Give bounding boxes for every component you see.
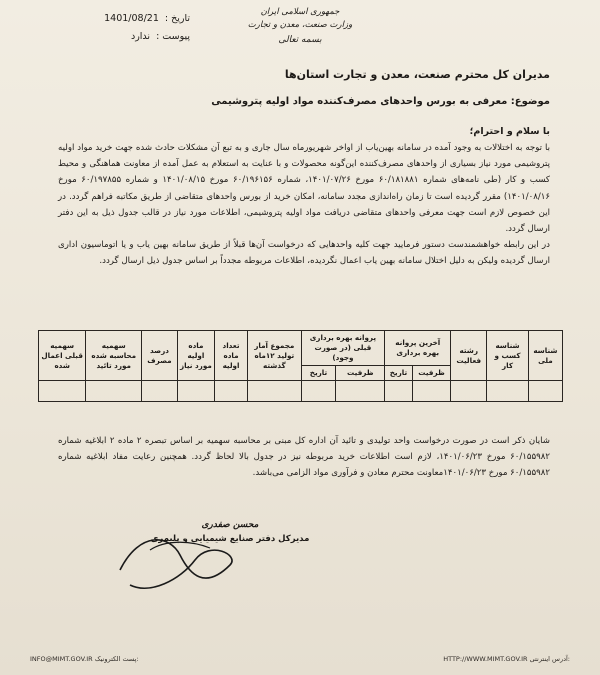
letter-meta — [30, 10, 190, 46]
body-paragraph-2: در این رابطه خواهشمندست دستور فرمایید جهت کلیه واحدهایی که درخواست آن‌ها قبلاً از طریق سامانه بهین یاب و یا اتوماسیون اداری ارسال گردیده ولیکن به دلیل اختلال سامانه بهین یاب اعمال نگردیده، اطلاعات مربوطه مجدداً بر اساس جدول ذیل ارسال گردد. — [58, 240, 550, 267]
footer-email-label: پست الکترونیک: — [94, 655, 139, 663]
col-last-license: آخرین پروانه بهره برداری — [385, 331, 451, 366]
sub-prev-date: تاریخ — [301, 366, 336, 381]
bismillah: بسمه تعالی — [278, 35, 322, 45]
date-label: تاریخ : — [164, 13, 190, 24]
request-table — [38, 330, 563, 402]
col-total-production: مجموع آمار تولید ۱۲ماه گذشته — [248, 331, 302, 381]
signer-title: مدیرکل دفتر صنایع شیمیایی و پلیمری — [150, 534, 310, 544]
letterhead — [210, 6, 390, 47]
col-national-id: شناسه ملی — [528, 331, 562, 381]
sub-capacity: ظرفیت — [412, 366, 451, 381]
date-value: 1401/08/21 — [104, 13, 159, 24]
col-business-name: شناسه کسب و کار — [487, 331, 529, 381]
col-activity: رشته فعالیت — [451, 331, 487, 381]
col-count: تعداد ماده اولیه — [215, 331, 248, 381]
col-previous-license: پروانه بهره برداری قبلی (در صورت وجود) — [301, 331, 385, 366]
footer — [30, 655, 570, 663]
col-approved-quota: سهمیه محاسبه شده مورد تائید — [86, 331, 142, 381]
letter-body — [58, 140, 550, 270]
signer-block — [150, 520, 310, 544]
body-paragraph-1: با توجه به اختلالات به وجود آمده در سامانه بهین‌یاب از اواخر شهریورماه سال جاری و به تبع آن مشکلات حادث شده جهت خرید مواد اولیه پتروشیمی مورد نیاز بسیاری از واحدهای مصرف‌کننده این‌گونه محصولات و با عنایت به استعلام به عمل آمده از معاونت هماهنگی و محیط کسب و کار (طی نامه‌های شماره ۶۰/۱۸۱۸۸۱ مورخ ۱۴۰۱/۰۷/۲۶، شماره ۶۰/۱۹۶۱۵۶ مورخ ۱۴۰۱/۰۸/۱۵ و شماره ۶۰/۱۹۷۸۵۵ مورخ ۱۴۰۱/۰۸/۱۶) مقرر گردیده است تا زمان راه‌اندازی مجدد سامانه، امکان خرید از بورس واحدهای متقاضی از طریق مکاتبه فراهم گردد. در این خصوص لازم است جهت معرفی واحدهای متقاضی دریافت مواد اولیه پتروشیمی، اطلاعات مورد نیاز در قالب جدول ذیل به این دفتر ارسال گردد. — [58, 143, 550, 235]
attachment-label: پیوست : — [156, 31, 190, 42]
subject-label: موضوع: — [510, 96, 550, 107]
signer-name: محسن صفدری — [201, 520, 259, 530]
footer-website-value: HTTP://WWW.MIMT.GOV.IR — [443, 655, 528, 663]
letterhead-country: جمهوری اسلامی ایران — [260, 7, 340, 17]
addressee: مدیران کل محترم صنعت، معدن و تجارت استان‌ها — [284, 68, 550, 81]
subject-text: معرفی به بورس واحدهای مصرف‌کننده مواد اولیه پتروشیمی — [211, 96, 508, 107]
col-raw-material: ماده اولیه مورد نیاز — [177, 331, 214, 381]
body-paragraph-3: شایان ذکر است در صورت درخواست واحد تولیدی و تائید آن اداره کل مبنی بر محاسبه سهمیه بر اساس تبصره ۲ ماده ۲ ابلاغیه شماره ۶۰/۱۵۵۹۸۲ مورخ ۱۴۰۱/۰۶/۲۳، لازم است اطلاعات خرید مربوطه نیز در جدول بالا لحاظ گردد. همچنین رعایت مفاد ابلاغیه شماره ۶۰/۱۵۵۹۸۲ مورخ ۱۴۰۱/۰۶/۲۳معاونت محترم معادن و فرآوری مواد الزامی می‌باشد. — [58, 436, 550, 479]
attachment-value: ندارد — [130, 31, 151, 42]
footer-website-label: آدرس اینترنتی: — [529, 655, 570, 663]
subject-line — [211, 96, 550, 107]
letterhead-ministry: وزارت صنعت، معدن و تجارت — [247, 20, 353, 30]
col-previous-quota: سهمیه قبلی اعمال شده — [39, 331, 86, 381]
footer-email-value: INFO@MIMT.GOV.IR — [30, 655, 93, 663]
table-row — [39, 381, 563, 402]
footer-email — [30, 655, 139, 663]
greeting: با سلام و احترام؛ — [469, 126, 550, 137]
col-consumption: درصد مصرف — [142, 331, 178, 381]
footer-website — [443, 655, 570, 663]
sub-date: تاریخ — [385, 366, 412, 381]
sub-prev-capacity: ظرفیت — [336, 366, 385, 381]
